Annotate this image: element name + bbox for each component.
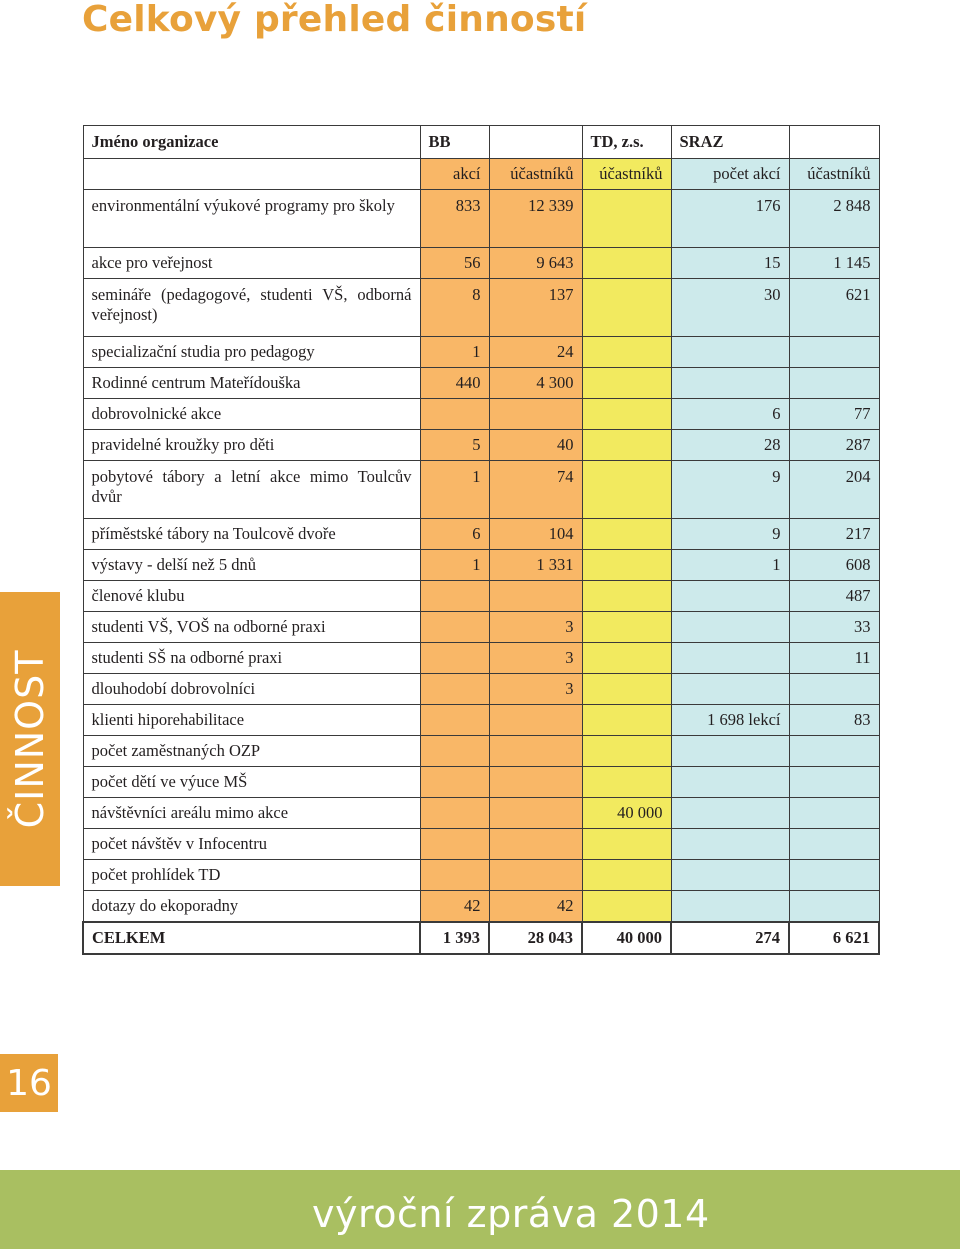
value-cell	[420, 736, 489, 767]
value-cell	[582, 612, 671, 643]
value-cell: 24	[489, 337, 582, 368]
value-cell	[789, 798, 879, 829]
subheader-cell: účastníků	[489, 159, 582, 190]
value-cell	[671, 581, 789, 612]
activity-name-cell: výstavy - delší než 5 dnů	[83, 550, 420, 581]
value-cell	[582, 368, 671, 399]
activity-name-cell: příměstské tábory na Toulcově dvoře	[83, 519, 420, 550]
value-cell	[420, 612, 489, 643]
activity-name-cell: členové klubu	[83, 581, 420, 612]
activity-name-cell: specializační studia pro pedagogy	[83, 337, 420, 368]
activity-name-cell: klienti hiporehabilitace	[83, 705, 420, 736]
activity-name-cell: akce pro veřejnost	[83, 248, 420, 279]
value-cell	[671, 612, 789, 643]
table-row	[83, 519, 879, 550]
value-cell: 1	[420, 461, 489, 519]
value-cell: 28	[671, 430, 789, 461]
value-cell: 5	[420, 430, 489, 461]
table-row	[83, 430, 879, 461]
table-row	[83, 190, 879, 248]
value-cell	[582, 767, 671, 798]
value-cell	[582, 643, 671, 674]
value-cell	[582, 190, 671, 248]
activity-name-cell: pobytové tábory a letní akce mimo Toulcův dvůr	[83, 461, 420, 519]
table-row	[83, 798, 879, 829]
value-cell: 2 848	[789, 190, 879, 248]
value-cell: 176	[671, 190, 789, 248]
activity-name-cell: návštěvníci areálu mimo akce	[83, 798, 420, 829]
value-cell: 1 145	[789, 248, 879, 279]
value-cell	[671, 337, 789, 368]
value-cell	[489, 705, 582, 736]
value-cell: 217	[789, 519, 879, 550]
value-cell	[420, 581, 489, 612]
value-cell: 30	[671, 279, 789, 337]
value-cell: 42	[420, 891, 489, 923]
value-cell	[582, 519, 671, 550]
value-cell: 3	[489, 612, 582, 643]
total-label-cell: CELKEM	[83, 922, 420, 954]
value-cell	[420, 829, 489, 860]
footer-title: výroční zpráva 2014	[312, 1192, 710, 1236]
activity-name-cell: semináře (pedagogové, studenti VŠ, odborná veřejnost)	[83, 279, 420, 337]
table-row	[83, 550, 879, 581]
value-cell	[789, 674, 879, 705]
table-row	[83, 829, 879, 860]
value-cell: 83	[789, 705, 879, 736]
activity-name-cell: dobrovolnické akce	[83, 399, 420, 430]
value-cell	[671, 368, 789, 399]
value-cell	[789, 368, 879, 399]
value-cell: 77	[789, 399, 879, 430]
value-cell	[582, 736, 671, 767]
value-cell	[489, 767, 582, 798]
table-row	[83, 337, 879, 368]
value-cell	[582, 399, 671, 430]
value-cell	[671, 736, 789, 767]
table-total-row	[83, 922, 879, 954]
value-cell: 1 331	[489, 550, 582, 581]
value-cell: 40 000	[582, 798, 671, 829]
value-cell	[582, 705, 671, 736]
table-row	[83, 736, 879, 767]
value-cell	[582, 860, 671, 891]
value-cell: 12 339	[489, 190, 582, 248]
value-cell	[420, 767, 489, 798]
table-row	[83, 674, 879, 705]
subheader-cell	[83, 159, 420, 190]
value-cell: 833	[420, 190, 489, 248]
value-cell: 4 300	[489, 368, 582, 399]
value-cell	[789, 829, 879, 860]
subheader-cell: účastníků	[582, 159, 671, 190]
value-cell	[420, 399, 489, 430]
value-cell: 6	[671, 399, 789, 430]
value-cell: 9	[671, 519, 789, 550]
table-row	[83, 248, 879, 279]
value-cell: 287	[789, 430, 879, 461]
header-cell: SRAZ	[671, 126, 789, 159]
value-cell: 42	[489, 891, 582, 923]
value-cell	[789, 337, 879, 368]
subheader-cell: počet akcí	[671, 159, 789, 190]
value-cell	[420, 674, 489, 705]
table-row	[83, 461, 879, 519]
value-cell: 487	[789, 581, 879, 612]
value-cell	[489, 798, 582, 829]
value-cell: 8	[420, 279, 489, 337]
total-value-cell: 274	[671, 922, 789, 954]
table-row	[83, 705, 879, 736]
value-cell	[671, 643, 789, 674]
table-row	[83, 860, 879, 891]
value-cell: 74	[489, 461, 582, 519]
value-cell	[420, 798, 489, 829]
table-subheader-row	[83, 159, 879, 190]
value-cell: 104	[489, 519, 582, 550]
value-cell	[582, 461, 671, 519]
value-cell	[789, 860, 879, 891]
value-cell	[582, 829, 671, 860]
table-row	[83, 767, 879, 798]
table-row	[83, 279, 879, 337]
value-cell	[671, 891, 789, 923]
value-cell	[489, 399, 582, 430]
value-cell	[789, 767, 879, 798]
value-cell: 9	[671, 461, 789, 519]
header-cell: Jméno organizace	[83, 126, 420, 159]
total-value-cell: 40 000	[582, 922, 671, 954]
value-cell: 3	[489, 643, 582, 674]
header-cell: TD, z.s.	[582, 126, 671, 159]
table-row	[83, 368, 879, 399]
table-row	[83, 581, 879, 612]
value-cell	[671, 767, 789, 798]
activity-name-cell: pravidelné kroužky pro děti	[83, 430, 420, 461]
value-cell	[789, 891, 879, 923]
activity-name-cell: studenti VŠ, VOŠ na odborné praxi	[83, 612, 420, 643]
table-row	[83, 399, 879, 430]
value-cell	[671, 674, 789, 705]
value-cell: 11	[789, 643, 879, 674]
value-cell	[489, 736, 582, 767]
table-header-row	[83, 126, 879, 159]
section-side-tab-label: ČINNOST	[8, 649, 52, 829]
value-cell	[582, 550, 671, 581]
activity-name-cell: počet dětí ve výuce MŠ	[83, 767, 420, 798]
value-cell: 608	[789, 550, 879, 581]
value-cell: 440	[420, 368, 489, 399]
value-cell: 204	[789, 461, 879, 519]
table-row	[83, 612, 879, 643]
activity-name-cell: Rodinné centrum Mateřídouška	[83, 368, 420, 399]
value-cell	[671, 860, 789, 891]
value-cell	[789, 736, 879, 767]
activity-overview-table	[82, 125, 880, 955]
value-cell: 40	[489, 430, 582, 461]
value-cell	[671, 829, 789, 860]
value-cell	[582, 581, 671, 612]
page-title: Celkový přehled činností	[82, 0, 587, 40]
value-cell: 1 698 lekcí	[671, 705, 789, 736]
value-cell: 6	[420, 519, 489, 550]
header-cell: BB	[420, 126, 489, 159]
value-cell: 56	[420, 248, 489, 279]
header-cell	[489, 126, 582, 159]
value-cell	[582, 279, 671, 337]
activity-name-cell: počet zaměstnaných OZP	[83, 736, 420, 767]
value-cell	[582, 891, 671, 923]
value-cell	[420, 860, 489, 891]
value-cell: 1	[671, 550, 789, 581]
subheader-cell: účastníků	[789, 159, 879, 190]
value-cell	[420, 643, 489, 674]
value-cell	[582, 430, 671, 461]
value-cell: 1	[420, 550, 489, 581]
value-cell	[420, 705, 489, 736]
value-cell: 137	[489, 279, 582, 337]
value-cell	[489, 860, 582, 891]
total-value-cell: 6 621	[789, 922, 879, 954]
activity-name-cell: počet prohlídek TD	[83, 860, 420, 891]
subheader-cell: akcí	[420, 159, 489, 190]
value-cell	[489, 829, 582, 860]
activity-name-cell: environmentální výukové programy pro školy	[83, 190, 420, 248]
table-row	[83, 891, 879, 923]
value-cell	[489, 581, 582, 612]
page-number: 16	[0, 1054, 58, 1112]
activity-name-cell: dlouhodobí dobrovolníci	[83, 674, 420, 705]
value-cell: 9 643	[489, 248, 582, 279]
value-cell: 621	[789, 279, 879, 337]
activity-name-cell: počet návštěv v Infocentru	[83, 829, 420, 860]
table-row	[83, 643, 879, 674]
value-cell: 15	[671, 248, 789, 279]
header-cell	[789, 126, 879, 159]
activity-name-cell: studenti SŠ na odborné praxi	[83, 643, 420, 674]
value-cell	[582, 248, 671, 279]
value-cell: 33	[789, 612, 879, 643]
total-value-cell: 28 043	[489, 922, 582, 954]
value-cell: 1	[420, 337, 489, 368]
value-cell	[582, 674, 671, 705]
value-cell	[582, 337, 671, 368]
total-value-cell: 1 393	[420, 922, 489, 954]
activity-name-cell: dotazy do ekoporadny	[83, 891, 420, 923]
value-cell: 3	[489, 674, 582, 705]
value-cell	[671, 798, 789, 829]
